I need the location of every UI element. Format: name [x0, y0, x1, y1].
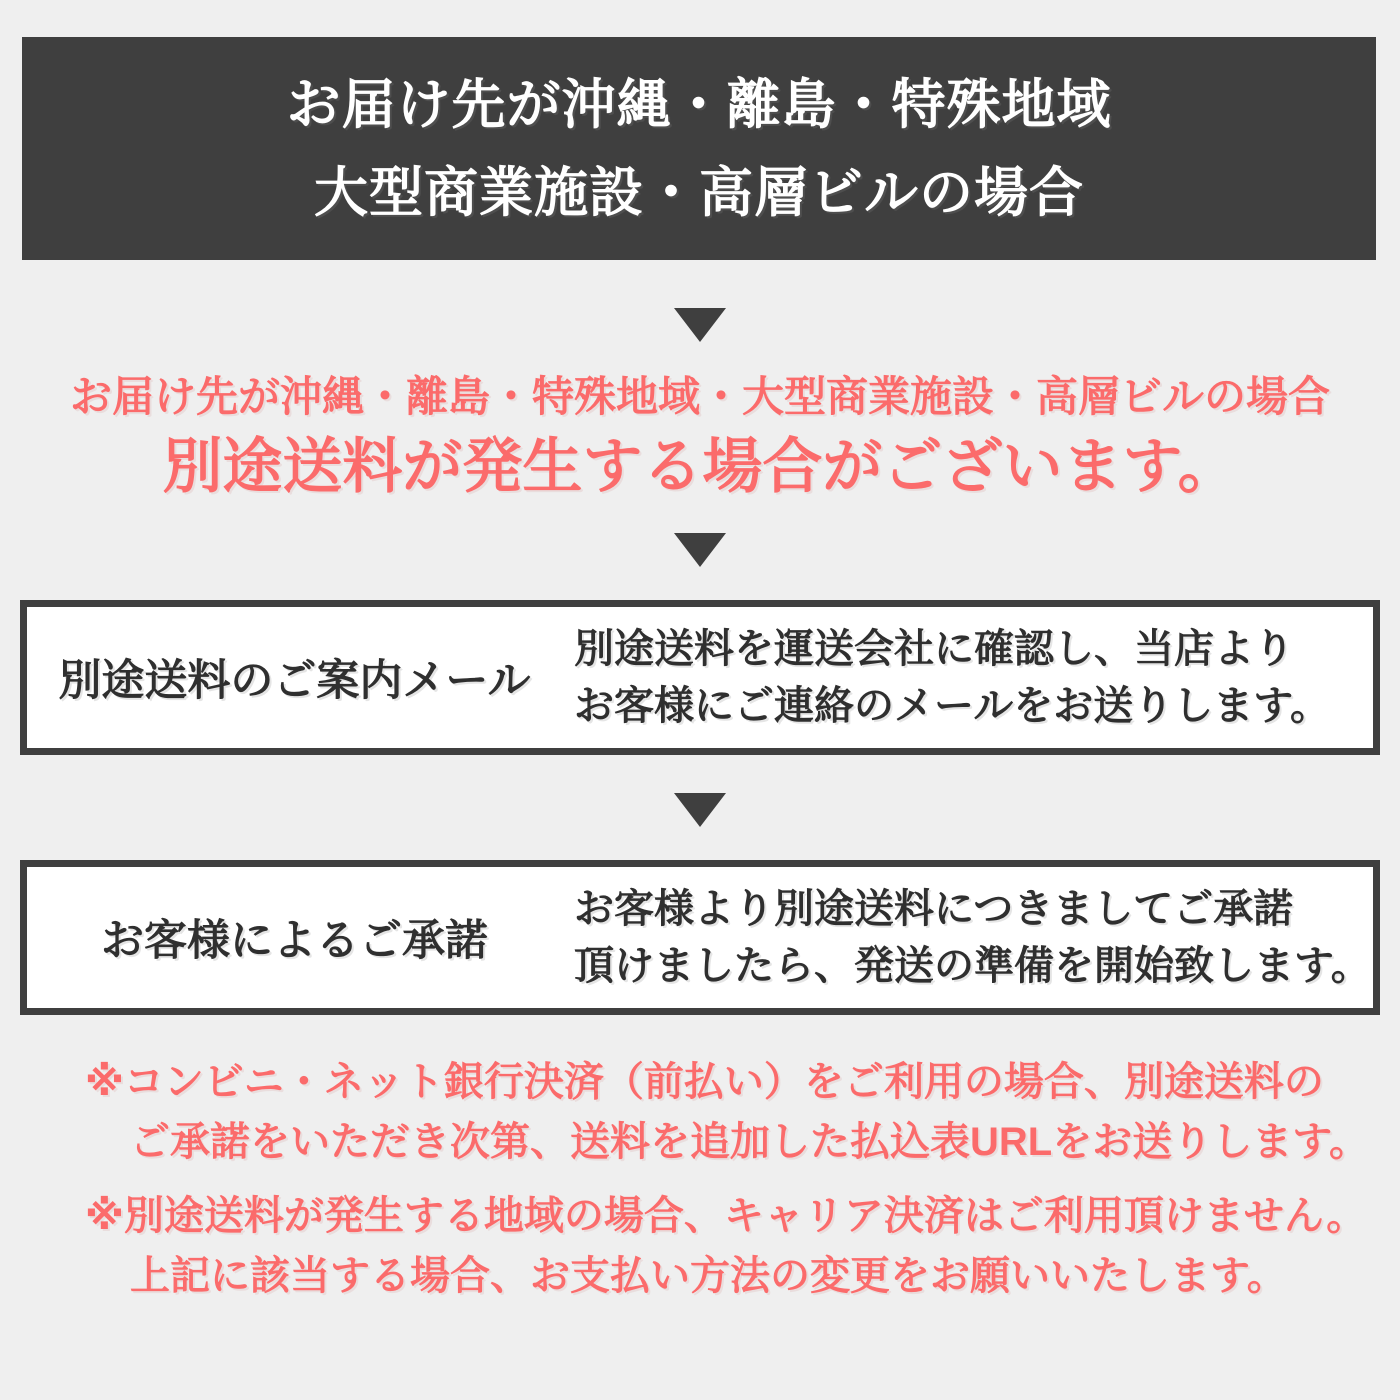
down-arrow-icon [674, 308, 726, 342]
down-arrow-icon [674, 533, 726, 567]
step-description-line2: 頂けましたら、発送の準備を開始致します。 [574, 943, 1371, 988]
header-title-line1: お届け先が沖縄・離島・特殊地域 [286, 74, 1112, 135]
header-banner [22, 37, 1376, 260]
step-label-customer-approval: お客様によるご承諾 [101, 917, 488, 965]
down-arrow-icon [674, 793, 726, 827]
footnote-line2: 上記に該当する場合、お支払い方法の変更をお願いいたします。 [130, 1254, 1287, 1298]
step-label-guide-mail: 別途送料のご案内メール [58, 657, 531, 705]
step-description-line1: 別途送料を運送会社に確認し、当店より [574, 626, 1294, 671]
header-title-line2: 大型商業施設・高層ビルの場合 [314, 162, 1084, 223]
step-description-guide-mail [562, 621, 1373, 735]
step-description-line2: お客様にご連絡のメールをお送りします。 [574, 683, 1330, 728]
footnote-line1: ※別途送料が発生する地域の場合、キャリア決済はご利用頂けません。 [85, 1194, 1367, 1238]
step-box-customer-approval [20, 860, 1380, 1015]
step-description-line1: お客様より別途送料につきましてご承諾 [574, 886, 1294, 931]
step-description-customer-approval [562, 881, 1373, 995]
footnote-carrier-payment [85, 1186, 1366, 1306]
footnote-line1: ※コンビニ・ネット銀行決済（前払い）をご利用の場合、別途送料の [85, 1060, 1324, 1104]
notice-condition-text: お届け先が沖縄・離島・特殊地域・大型商業施設・高層ビルの場合 [69, 373, 1330, 420]
footnote-prepayment [85, 1052, 1369, 1172]
step-box-guide-mail [20, 600, 1380, 755]
extra-shipping-notice [0, 372, 1400, 500]
notice-main-text: 別途送料が発生する場合がございます。 [162, 433, 1238, 500]
footnote-line2: ご承諾をいただき次第、送料を追加した払込表URLをお送りします。 [130, 1120, 1370, 1164]
